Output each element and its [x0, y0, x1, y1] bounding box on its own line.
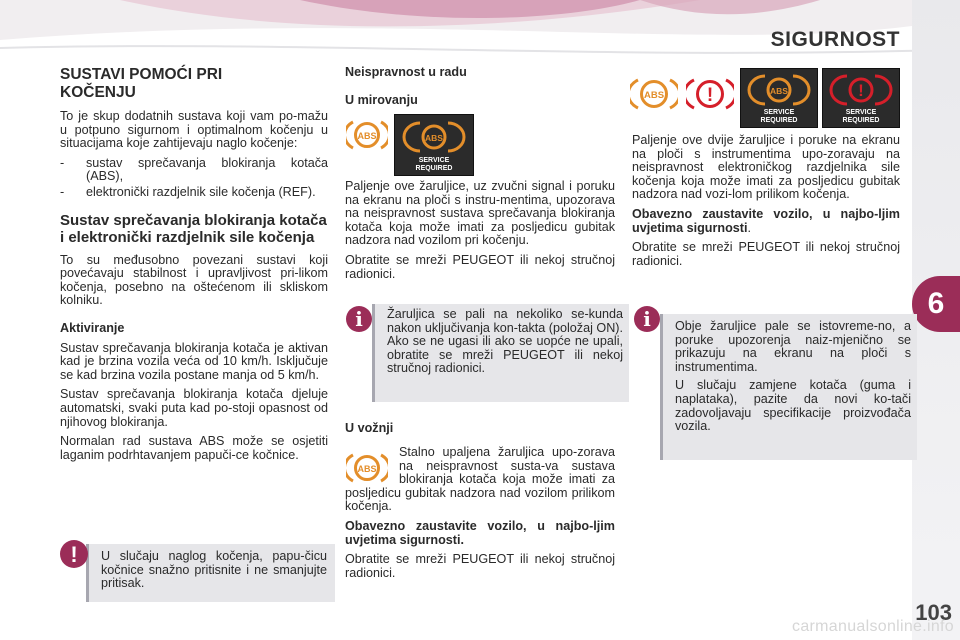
driving-paragraph-1: Stalno upaljena žaruljica upo-zorava na neispravnost susta-va sustava blokiranja kotača koja može imati za posljedicu gubitak nadzora nad vozilom prilikom kočenja. — [345, 445, 615, 514]
info-note — [660, 314, 917, 460]
activation-title: Aktiviranje — [60, 320, 125, 335]
page-number: 103 — [915, 600, 952, 625]
watermark: carmanualsonline.info — [792, 618, 954, 635]
abs-service-required-display — [394, 114, 474, 176]
exclamation-icon: ! — [60, 540, 88, 568]
service-label-line1: SERVICE — [845, 109, 877, 116]
info-note — [372, 304, 629, 402]
driving-paragraph-2: Obratite se mreži PEUGEOT ili nekoj stručnoj radionici. — [345, 552, 615, 580]
subsection-title: Sustav sprečavanja blokiranja kotača i elektronički razdjelnik sile kočenja — [60, 211, 327, 246]
service-label-line2: REQUIRED — [415, 165, 453, 172]
ref-malfunction-paragraph: Paljenje ove dvije žaruljice i poruke na ekranu na ploči s instrumentima upo-zoravaju na neispravnost elektroničkog razdjelnika sile kočenja koja može imati za posljedicu gubitak nadzora nad vozi-lom prilikom kočenja. — [632, 133, 900, 202]
warning-note — [86, 544, 335, 602]
service-label-line1: SERVICE — [418, 157, 450, 164]
abs-warning-lamp-icon — [630, 76, 678, 112]
warning-note-text: U slučaju naglog kočenja, papu-čicu kočnice snažno pritisnite i ne smanjujte pritisak. — [101, 549, 327, 591]
info-icon: i — [634, 306, 660, 332]
service-label-line2: REQUIRED — [842, 117, 880, 124]
standstill-title: U mirovanju — [345, 92, 418, 107]
abs-display-icon — [395, 117, 473, 157]
middle-column — [345, 66, 615, 113]
ref-stop-instruction: Obavezno zaustavite vozilo, u najbo-ljim uvjetima sigurnosti. — [632, 206, 900, 235]
subsection-intro: To su međusobno povezani sustavi koji povećavaju stabilnost i upravljivost pri-likom kočenja, posebno na oštećenom ili skliskom kolniku. — [60, 252, 328, 308]
svg-text:!: ! — [858, 81, 864, 100]
right-column — [632, 134, 900, 274]
standstill-paragraph-2: Obratite se mreži PEUGEOT ili nekoj stručnoj radionici. — [345, 252, 615, 281]
page-title: SIGURNOST — [770, 28, 900, 51]
service-label-line2: REQUIRED — [760, 117, 798, 124]
driving-title: U vožnji — [345, 421, 394, 435]
list-item: - sustav sprečavanja blokiranja kotača (ABS), — [60, 157, 328, 184]
service-label-line1: SERVICE — [763, 109, 795, 116]
list-item: - elektronički razdjelnik sile kočenja (REF). — [60, 186, 328, 200]
abs-warning-lamp-icon — [346, 118, 388, 152]
middle-standstill-text — [345, 180, 615, 287]
svg-text:ABS: ABS — [643, 90, 665, 101]
standstill-paragraph-1: Paljenje ove žaruljice, uz zvučni signal i poruku na ekranu na ploči s instru-mentima, upozorava na neispravnost sustava sprečavanja blokiranja kotača koja može imati za posljedicu gubitak nadzora nad vozilom pri kočenju. — [345, 179, 615, 248]
abs-service-required-display — [740, 68, 818, 128]
assist-systems-list — [60, 157, 328, 200]
activation-paragraph-2: Sustav sprečavanja blokiranja kotača djeluje automatski, svaki puta kad po-stoji opasnost od njihovog blokiranja. — [60, 387, 328, 429]
brake-service-required-display — [822, 68, 900, 128]
info-note-text: Žaruljica se pali na nekoliko se-kunda nakon uključivanja kon-takta (položaj ON). Ako se ne ugasi ili ako se uopće ne upali, obratite se mreži PEUGEOT ili nekoj stručnoj radionici. — [387, 307, 623, 376]
intro-paragraph: To je skup dodatnih sustava koji vam po-mažu u potpuno sigurnom i optimalnom kočenju u situacijama koje zahtijevaju naglo kočenje: — [60, 109, 328, 151]
info-icon: i — [346, 306, 372, 332]
brake-display-icon — [823, 70, 899, 110]
svg-text:ABS: ABS — [770, 86, 788, 96]
section-title: SUSTAVI POMOĆI PRI KOČENJU — [60, 66, 223, 101]
activation-paragraph-3: Normalan rad sustava ABS može se osjetiti laganim podrhtavanjem papuči-ce kočnice. — [60, 434, 328, 462]
brake-warning-lamp-icon — [686, 76, 734, 112]
abs-display-icon — [741, 70, 817, 110]
middle-driving-block — [345, 422, 615, 442]
ref-contact-paragraph: Obratite se mreži PEUGEOT ili nekoj stručnoj radionici. — [632, 240, 900, 268]
driving-bold-instruction: Obavezno zaustavite vozilo, u najbo-ljim uvjetima sigurnosti. — [345, 518, 615, 547]
info-note-text-2: U slučaju zamjene kotača (guma i naplataka), pazite da novi ko-tači zadovoljavaju specifikacije proizvođača vozila. — [675, 378, 911, 434]
svg-text:!: ! — [706, 85, 714, 106]
malfunction-title: Neispravnost u radu — [345, 65, 467, 79]
info-note-text-1: Obje žaruljice pale se istovreme-no, a poruke upozorenja naiz-mjenično se prikazuju na ekranu na ploči s instrumentima. — [675, 319, 911, 374]
svg-text:ABS: ABS — [357, 464, 377, 474]
chapter-tab[interactable] — [912, 276, 960, 332]
svg-text:ABS: ABS — [357, 131, 377, 141]
left-column — [60, 66, 328, 468]
svg-text:ABS: ABS — [425, 133, 443, 143]
chapter-number: 6 — [927, 287, 945, 320]
middle-driving-text — [345, 446, 615, 586]
activation-paragraph-1: Sustav sprečavanja blokiranja kotača je aktivan kad je brzina vozila veća od 10 km/h. Isključuje se kad brzina vozila postane manja od 5 km/h. — [60, 340, 328, 382]
